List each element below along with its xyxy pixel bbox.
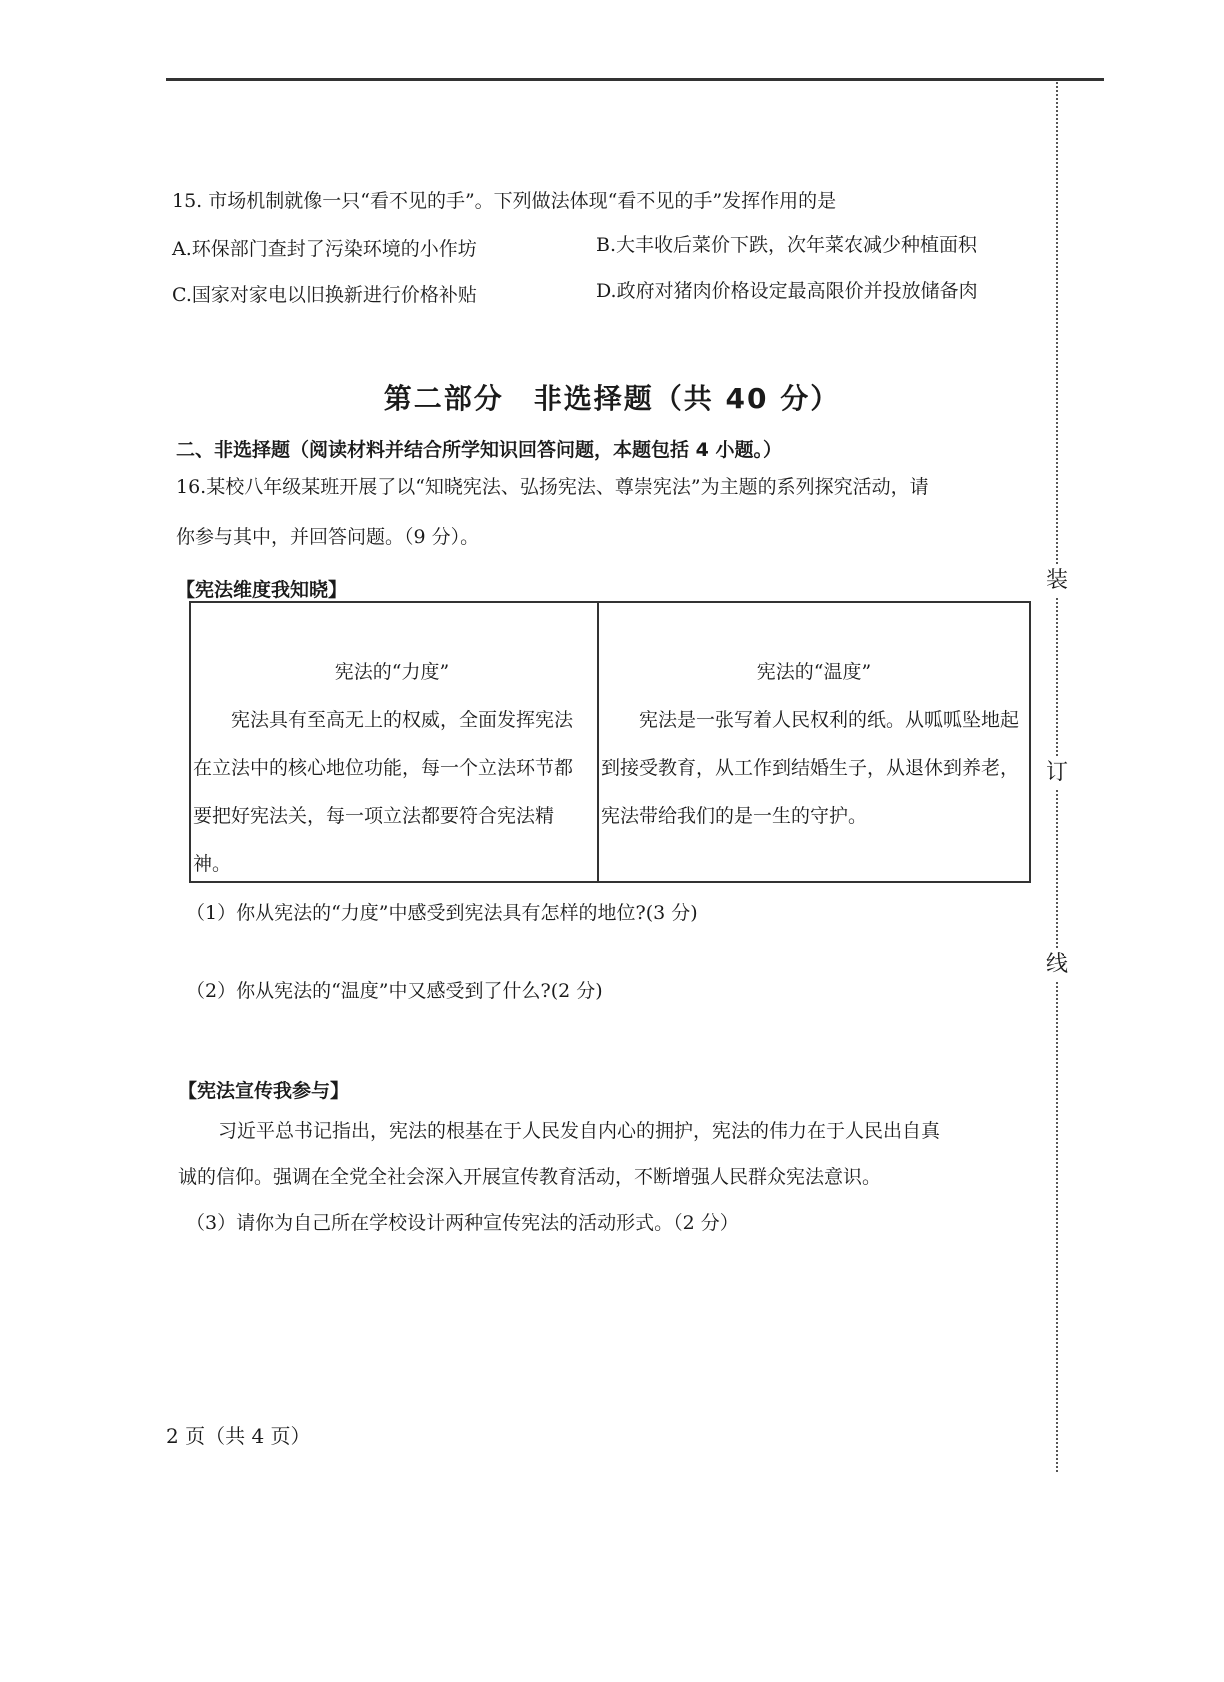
material-left-body: 宪法具有至高无上的权威，全面发挥宪法在立法中的核心地位功能，每一个立法环节都要把好宪法关，每一项立法都要符合宪法精神。 (193, 709, 574, 875)
part2-title: 第二部分 非选择题（共 40 分） (383, 382, 841, 415)
q15-option-a: A.环保部门查封了污染环境的小作坊 (172, 238, 477, 260)
top-rule (166, 78, 1104, 81)
binding-char-zhuang: 装 (1042, 566, 1072, 596)
q15-option-c: C.国家对家电以旧换新进行价格补贴 (172, 284, 477, 306)
q16-sub3: （3）请你为自己所在学校设计两种宣传宪法的活动形式。（2 分） (186, 1212, 739, 1234)
section2-title: 【宪法宣传我参与】 (178, 1080, 350, 1102)
part2-section-heading: 二、非选择题（阅读材料并结合所学知识回答问题，本题包括 4 小题。） (176, 439, 782, 461)
section1-title: 【宪法维度我知晓】 (176, 579, 348, 601)
q16-intro-line1: 16.某校八年级某班开展了以“知晓宪法、弘扬宪法、尊崇宪法”为主题的系列探究活动，请 (176, 476, 929, 498)
material-table-divider (597, 601, 599, 883)
q16-sub1: （1）你从宪法的“力度”中感受到宪法具有怎样的地位?(3 分) (186, 902, 698, 924)
binding-char-ding: 订 (1042, 758, 1072, 788)
material-right-heading: 宪法的“温度” (756, 661, 872, 683)
page-number: 2 页（共 4 页） (166, 1424, 311, 1448)
material2-line1: 习近平总书记指出，宪法的根基在于人民发自内心的拥护，宪法的伟力在于人民出自真 (218, 1120, 941, 1142)
q16-intro-line2: 你参与其中，并回答问题。（9 分）。 (176, 526, 480, 548)
binding-char-xian: 线 (1042, 950, 1072, 980)
material2-line2: 诚的信仰。强调在全党全社会深入开展宣传教育活动，不断增强人民群众宪法意识。 (178, 1166, 882, 1188)
q15-option-d: D.政府对猪肉价格设定最高限价并投放储备肉 (596, 280, 978, 302)
q15-stem: 15. 市场机制就像一只“看不见的手”。下列做法体现“看不见的手”发挥作用的是 (172, 190, 837, 212)
material-right-cell (601, 648, 1027, 840)
material-right-body: 宪法是一张写着人民权利的纸。从呱呱坠地起到接受教育，从工作到结婚生子，从退休到养老，宪法带给我们的是一生的守护。 (601, 709, 1020, 827)
material-left-cell (193, 648, 591, 888)
q16-sub2: （2）你从宪法的“温度”中又感受到了什么?(2 分) (186, 980, 603, 1002)
material-left-heading: 宪法的“力度” (334, 661, 450, 683)
q15-option-b: B.大丰收后菜价下跌，次年菜农减少种植面积 (596, 234, 978, 256)
